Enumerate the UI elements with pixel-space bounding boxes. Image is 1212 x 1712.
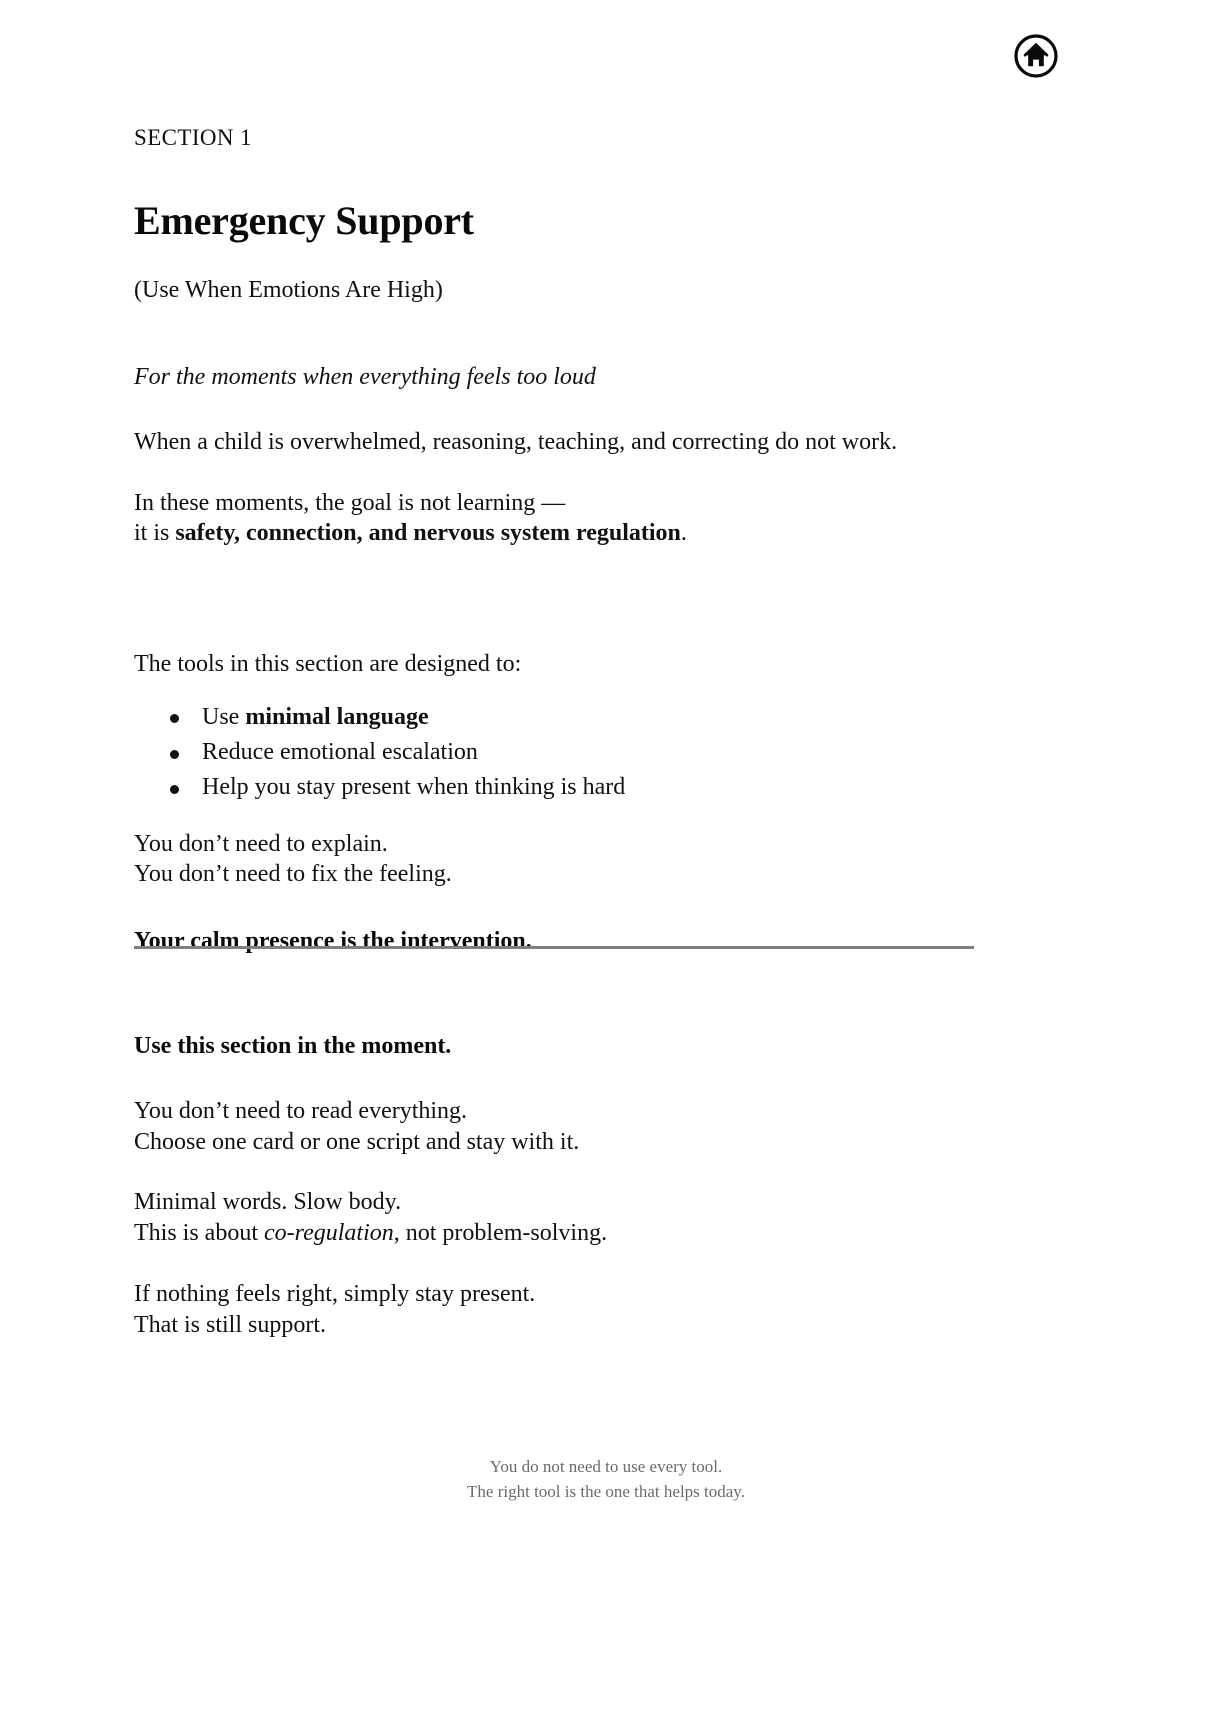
footer-line-1: You do not need to use every tool. xyxy=(489,1457,723,1476)
section-divider xyxy=(134,946,974,949)
closing-line-1: You don’t need to explain. xyxy=(134,830,388,857)
list-item-bold: minimal language xyxy=(245,703,429,730)
section-kicker: SECTION 1 xyxy=(134,125,252,150)
page-footer xyxy=(0,1455,1212,1504)
lower-line-4 xyxy=(134,1218,974,1249)
lower-line-1: You don’t need to read everything. xyxy=(134,1098,468,1124)
goal-prefix: it is xyxy=(134,520,176,547)
list-item xyxy=(170,702,974,732)
list-item-prefix: Use xyxy=(202,703,246,730)
tools-list xyxy=(134,702,974,803)
goal-suffix: . xyxy=(680,520,687,547)
list-intro: The tools in this section are designed to: xyxy=(134,651,522,678)
list-item xyxy=(170,737,974,767)
lower-section-heading: Use this section in the moment. xyxy=(134,1033,452,1059)
paragraph-overwhelm: When a child is overwhelmed, reasoning, teaching, and correcting do not work. xyxy=(134,429,898,455)
lower-line-6: That is still support. xyxy=(134,1311,326,1338)
home-icon xyxy=(1013,33,1059,79)
bullet-dot-icon xyxy=(170,785,179,794)
list-item xyxy=(170,772,974,802)
page-title: Emergency Support xyxy=(134,198,474,243)
closing-line-2: You don’t need to fix the feeling. xyxy=(134,861,452,888)
list-item-prefix: Help you stay present when thinking is hard xyxy=(202,774,626,801)
bullet-dot-icon xyxy=(170,750,179,759)
lower-line-2: Choose one card or one script and stay with it. xyxy=(134,1128,580,1155)
document-content xyxy=(134,125,974,955)
lower-line-5: If nothing feels right, simply stay present. xyxy=(134,1280,536,1307)
home-button[interactable] xyxy=(1010,30,1062,82)
bullet-dot-icon xyxy=(170,714,179,723)
lower-line-4-suffix: , not problem-solving. xyxy=(393,1220,608,1247)
list-item-prefix: Reduce emotional escalation xyxy=(202,739,478,766)
lower-line-4-italic: co-regulation xyxy=(264,1220,394,1247)
footer-line-2: The right tool is the one that helps today. xyxy=(467,1481,745,1501)
lede-line: For the moments when everything feels too loud xyxy=(134,364,596,390)
goal-bold: safety, connection, and nervous system regulation xyxy=(175,520,681,547)
emphasis-statement: Your calm presence is the intervention. xyxy=(134,928,532,955)
paragraph-goal-line-2 xyxy=(134,518,974,549)
page-subtitle: (Use When Emotions Are High) xyxy=(134,277,443,303)
paragraph-goal-line-1: In these moments, the goal is not learning — xyxy=(134,489,566,516)
lower-line-3: Minimal words. Slow body. xyxy=(134,1189,402,1216)
lower-line-4-prefix: This is about xyxy=(134,1220,264,1247)
lower-section xyxy=(134,1033,974,1370)
